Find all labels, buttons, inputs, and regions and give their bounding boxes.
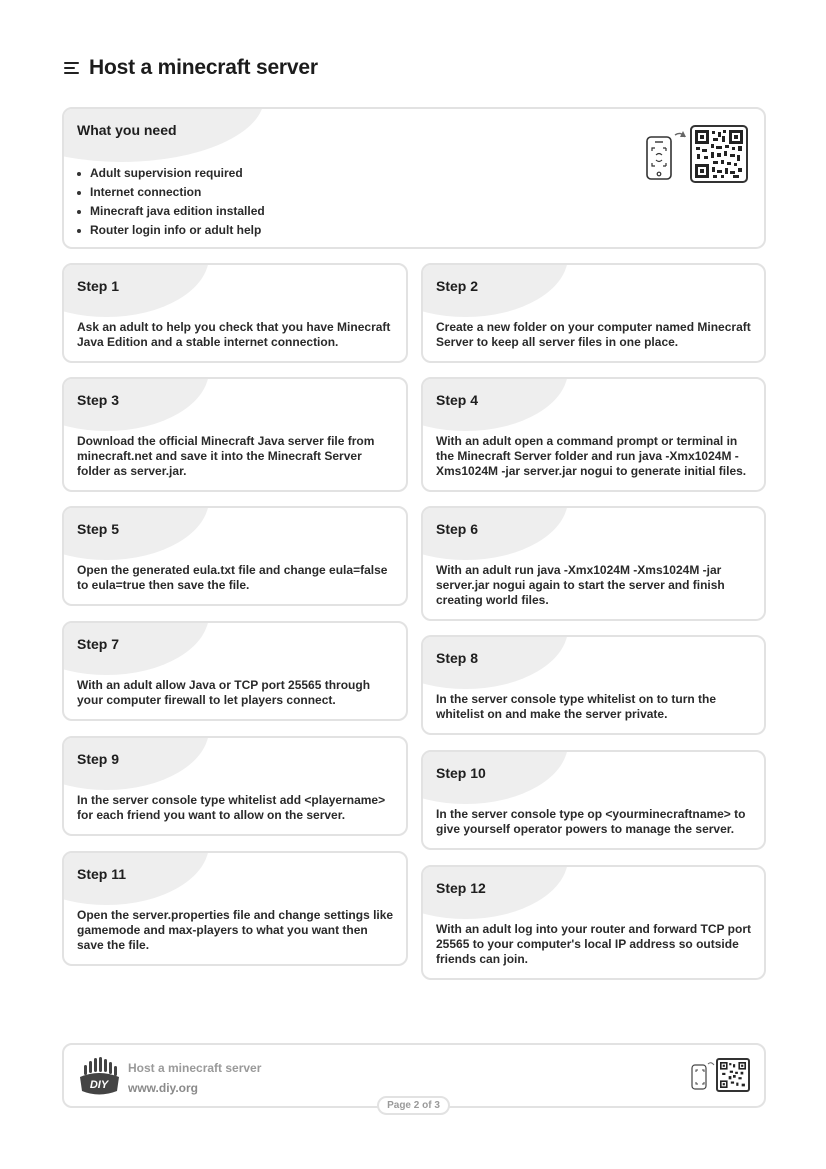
page-title (64, 54, 318, 82)
step-card (62, 736, 408, 836)
step-text: With an adult open a command prompt or terminal in the Minecraft Server folder and run java -Xmx1024M -Xms1024M -jar server.jar nogui to generate initial files. (436, 434, 747, 478)
step-label: Step 4 (436, 392, 479, 408)
phone-scan-icon (690, 1058, 716, 1092)
step-text: Ask an adult to help you check that you have Minecraft Java Edition and a stable internet connection. (77, 320, 391, 349)
step-text: With an adult run java -Xmx1024M -Xms1024M -jar server.jar nogui again to start the server and finish creating world files. (436, 563, 725, 607)
list-item: Router login info or adult help (77, 221, 265, 240)
phone-scan-icon (644, 125, 690, 183)
step-text: In the server console type whitelist add <playername> for each friend you want to allow on the server. (77, 793, 386, 822)
diy-logo-icon[interactable] (78, 1057, 120, 1102)
step-label: Step 10 (436, 765, 486, 781)
step-label: Step 11 (77, 866, 127, 882)
step-card (421, 506, 766, 621)
step-text: With an adult log into your router and forward TCP port 25565 to your computer's local IP address so outside friends can join. (436, 922, 751, 966)
qr-code-icon (716, 1058, 750, 1092)
qr-code-icon (690, 125, 748, 183)
step-text: Open the generated eula.txt file and change eula=false to eula=true then save the file. (77, 563, 388, 592)
list-item: Adult supervision required (77, 164, 265, 183)
footer-url[interactable]: www.diy.org (128, 1081, 199, 1095)
step-text: Download the official Minecraft Java server file from minecraft.net and save it into the Minecraft Server folder as server.jar. (77, 434, 375, 478)
footer-title: Host a minecraft server (128, 1061, 262, 1075)
step-label: Step 7 (77, 636, 120, 652)
step-card (421, 377, 766, 492)
menu-icon[interactable] (64, 62, 79, 74)
step-label: Step 5 (77, 521, 120, 537)
page-title-text: Host a minecraft server (89, 56, 318, 79)
svg-text:DIY: DIY (89, 1079, 109, 1091)
step-text: In the server console type op <yourminecraftname> to give yourself operator powers to manage the server. (436, 807, 746, 836)
step-card (421, 750, 766, 850)
step-label: Step 9 (77, 751, 120, 767)
step-card (62, 851, 408, 966)
step-card (62, 263, 408, 363)
step-text: With an adult allow Java or TCP port 25565 through your computer firewall to let players connect. (77, 678, 371, 707)
needs-heading: What you need (77, 122, 177, 138)
step-card (421, 865, 766, 980)
list-item: Internet connection (77, 183, 265, 202)
step-text: In the server console type whitelist on to turn the whitelist on and make the server private. (436, 692, 717, 721)
footer-qr-group (690, 1058, 750, 1092)
step-label: Step 6 (436, 521, 479, 537)
step-label: Step 12 (436, 880, 486, 896)
step-text: Create a new folder on your computer named Minecraft Server to keep all server files in one place. (436, 320, 751, 349)
step-label: Step 3 (77, 392, 120, 408)
step-card (62, 621, 408, 721)
step-card (62, 377, 408, 492)
step-text: Open the server.properties file and change settings like gamemode and max-players to what you want then save the file. (77, 908, 394, 952)
step-card (421, 263, 766, 363)
step-label: Step 8 (436, 650, 479, 666)
list-item: Minecraft java edition installed (77, 202, 265, 221)
needs-card (62, 107, 766, 249)
page-indicator: Page 2 of 3 (377, 1096, 450, 1115)
step-label: Step 1 (77, 278, 120, 294)
step-card (62, 506, 408, 606)
qr-group (644, 125, 748, 183)
step-card (421, 635, 766, 735)
step-label: Step 2 (436, 278, 479, 294)
needs-list (77, 164, 265, 240)
